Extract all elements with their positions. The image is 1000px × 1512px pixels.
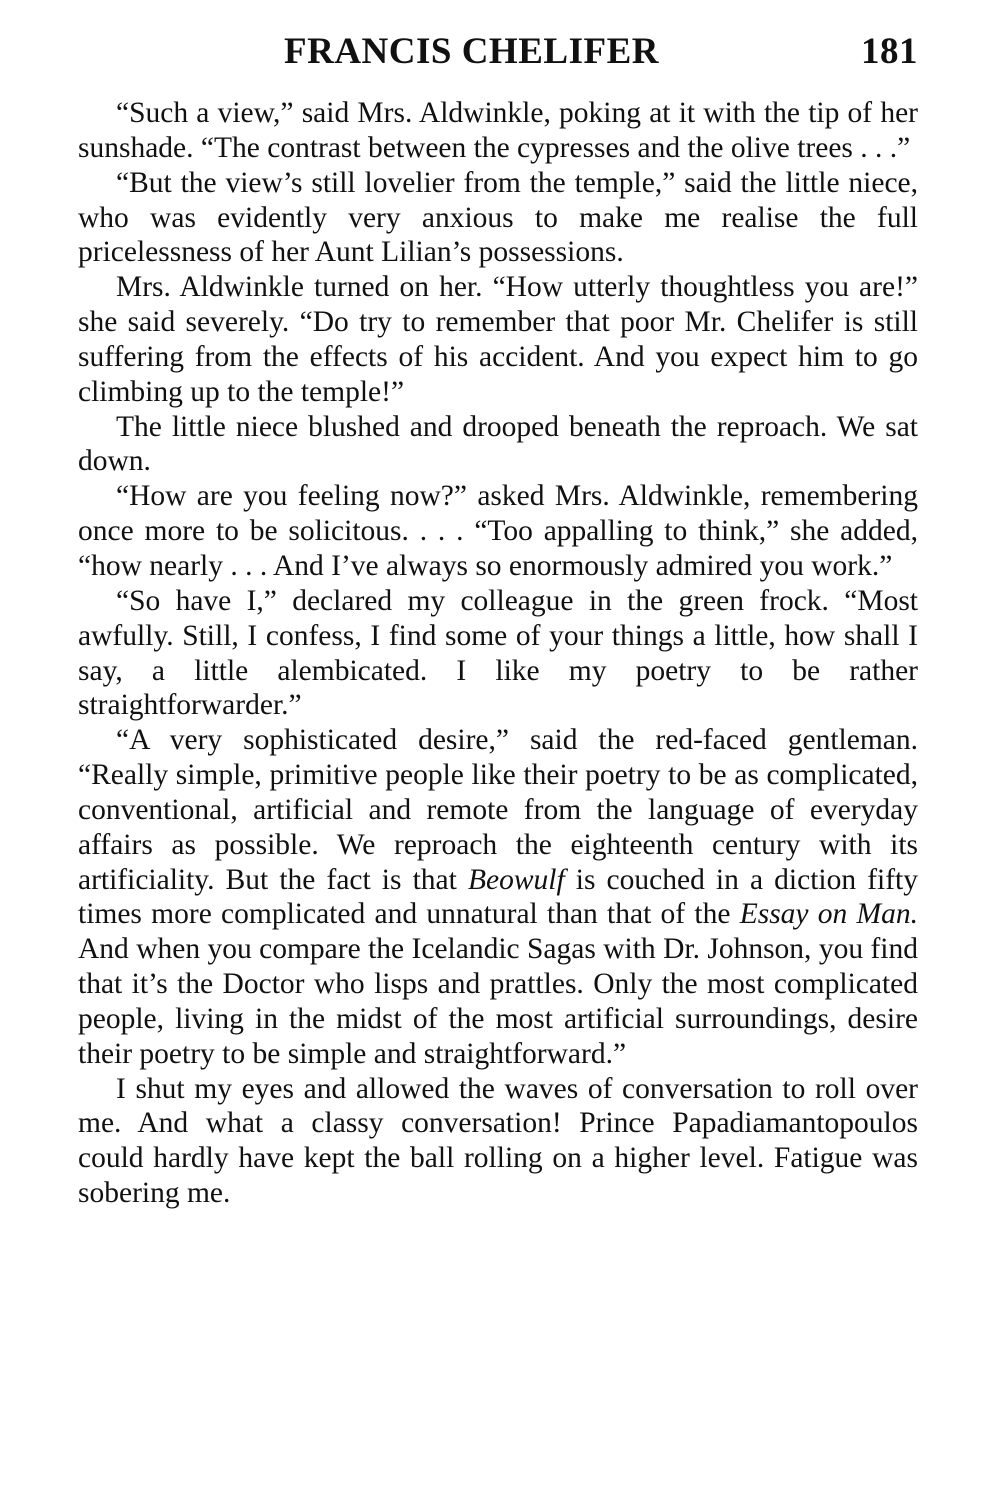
paragraph-text: And when you compare the Icelandic Sagas with Dr. Johnson, you find that it’s the Doctor who lisps and prattles. Only the most complicated people, living in the midst of the most artificial surroundings, desire their poetry to be simple and straightforward.” (78, 933, 918, 1070)
running-title: FRANCIS CHELIFER (284, 31, 659, 72)
paragraph: The little niece blushed and drooped beneath the reproach. We sat down. (78, 410, 918, 478)
paragraph: I shut my eyes and allowed the waves of conversation to roll over me. And what a classy conversation! Prince Papadiamantopoulos could hardly have kept the ball rolling on a higher level. Fatigue was sobering me. (78, 1072, 918, 1210)
italic-title-beowulf: Beowulf (467, 863, 565, 896)
body-text (78, 96, 918, 1211)
paragraph-text: is couched in a diction fifty times more complicated and unnatural than that of the (78, 863, 919, 931)
paragraph-literary-criticism (78, 723, 918, 1071)
paragraph: “So have I,” declared my colleague in the green frock. “Most awfully. Still, I confess, I find some of your things a little, how shall I say, a little alembicated. I like my poetry to be rather straightforwarder.” (78, 584, 918, 722)
running-head (78, 30, 918, 84)
book-page (78, 30, 918, 1211)
paragraph: “Such a view,” said Mrs. Aldwinkle, poking at it with the tip of her sunshade. “The contrast between the cypresses and the olive trees . . .” (78, 97, 918, 164)
paragraph: “How are you feeling now?” asked Mrs. Aldwinkle, remembering once more to be solicitous. . . . “Too appalling to think,” she added, “how nearly . . . And I’ve always so enormously admired you work.” (78, 480, 918, 582)
paragraph-text: “A very sophisticated desire,” said the red-faced gentleman. “Really simple, primitive people like their poetry to be as complicated, conventional, artificial and remote from the language of everyday affairs as possible. We reproach the eighteenth century with its artificiality. But the fact is that (78, 724, 918, 896)
italic-title-essay-on-man: Essay on Man. (739, 898, 918, 931)
paragraph: Mrs. Aldwinkle turned on her. “How utterly thoughtless you are!” she said severely. “Do try to remember that poor Mr. Chelifer is still suffering from the effects of his accident. And you expect him to go climbing up to the temple!” (78, 271, 918, 408)
paragraph: “But the view’s still lovelier from the temple,” said the little niece, who was evidently very anxious to make me realise the full pricelessness of her Aunt Lilian’s possessions. (78, 166, 918, 269)
page-number: 181 (861, 31, 918, 72)
